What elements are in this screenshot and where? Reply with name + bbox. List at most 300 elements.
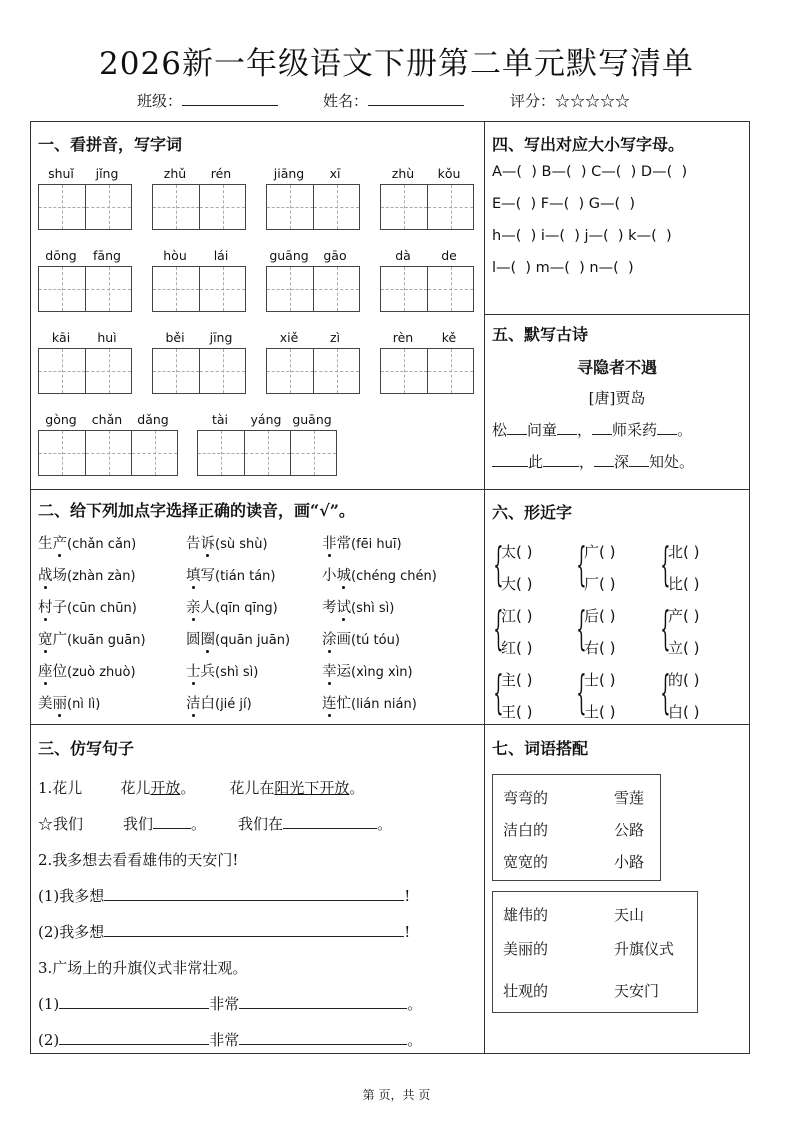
brace-glyph[interactable]: { xyxy=(493,537,504,591)
pronunciation-item[interactable] xyxy=(322,628,400,649)
word-group[interactable] xyxy=(38,166,132,230)
pinyin-label[interactable]: jiāng xyxy=(273,166,305,181)
match-left-word[interactable]: 美丽的 xyxy=(503,940,549,958)
writing-grid[interactable] xyxy=(152,184,246,230)
char[interactable]: 写 xyxy=(200,568,215,584)
char[interactable]: 白 xyxy=(668,703,684,721)
pinyin-options[interactable]: (sù shù) xyxy=(215,537,268,552)
char-pair[interactable] xyxy=(573,600,616,664)
pinyin-options[interactable]: (shì sì) xyxy=(215,665,259,680)
char[interactable]: 士 xyxy=(186,664,201,680)
char-pair[interactable] xyxy=(573,536,616,600)
paren-blank[interactable]: ( ) xyxy=(516,575,533,593)
paren-blank[interactable]: ( ) xyxy=(599,703,616,721)
word-group[interactable] xyxy=(266,330,360,394)
writing-cell[interactable] xyxy=(39,267,85,311)
name-blank[interactable] xyxy=(368,92,464,106)
pair-column[interactable] xyxy=(668,536,700,600)
pair-column[interactable] xyxy=(584,664,616,728)
char[interactable]: 厂 xyxy=(584,575,600,593)
pinyin-row[interactable] xyxy=(380,166,474,184)
char[interactable]: 宽 xyxy=(38,632,53,648)
paren-blank[interactable]: ( ) xyxy=(599,607,616,625)
char[interactable]: 立 xyxy=(668,639,684,657)
match-left-word[interactable]: 雄伟的 xyxy=(503,906,549,924)
char[interactable]: 洁 xyxy=(186,696,201,712)
writing-grid[interactable] xyxy=(38,266,132,312)
brace-glyph[interactable]: { xyxy=(660,537,671,591)
char-pair[interactable] xyxy=(657,536,700,600)
pinyin-label[interactable]: fāng xyxy=(93,248,121,263)
pinyin-options[interactable]: (kuān guān) xyxy=(67,633,146,648)
brace-glyph[interactable]: { xyxy=(493,601,504,655)
writing-grid[interactable] xyxy=(380,184,474,230)
char[interactable]: 小 xyxy=(322,568,337,584)
match-left-word[interactable]: 洁白的 xyxy=(503,821,549,839)
pinyin-label[interactable]: guāng xyxy=(292,412,332,427)
brace-glyph[interactable]: { xyxy=(576,601,587,655)
char[interactable]: 士 xyxy=(584,671,600,689)
char[interactable]: 产 xyxy=(52,536,67,552)
char[interactable]: 美 xyxy=(38,696,53,712)
writing-cell[interactable] xyxy=(153,267,199,311)
name-field[interactable] xyxy=(323,90,464,111)
pinyin-row[interactable] xyxy=(380,330,474,348)
char[interactable]: 广 xyxy=(52,632,67,648)
writing-cell[interactable] xyxy=(39,349,85,393)
pair-column[interactable] xyxy=(668,664,700,728)
pair-column[interactable] xyxy=(501,664,533,728)
char[interactable]: 幸 xyxy=(322,664,337,680)
pinyin-options[interactable]: (cūn chūn) xyxy=(67,601,137,616)
word-group[interactable] xyxy=(380,166,474,230)
char[interactable]: 涂 xyxy=(322,632,337,648)
writing-cell[interactable] xyxy=(85,185,131,229)
char[interactable]: 主 xyxy=(501,671,517,689)
char[interactable]: 兵 xyxy=(200,664,215,680)
char[interactable]: 人 xyxy=(200,600,215,616)
pair-column[interactable] xyxy=(501,536,533,600)
word-group[interactable] xyxy=(197,412,337,476)
pair-column[interactable] xyxy=(584,600,616,664)
char[interactable]: 的 xyxy=(668,671,684,689)
pinyin-label[interactable]: jǐng xyxy=(95,166,119,181)
word-group[interactable] xyxy=(266,166,360,230)
word-group[interactable] xyxy=(380,248,474,312)
writing-cell[interactable] xyxy=(85,267,131,311)
writing-grid[interactable] xyxy=(266,266,360,312)
pinyin-label[interactable]: rén xyxy=(210,166,232,181)
pronunciation-item[interactable] xyxy=(186,692,252,713)
pair-line[interactable] xyxy=(668,568,700,600)
writing-cell[interactable] xyxy=(381,349,427,393)
pinyin-options[interactable]: (chǎn cǎn) xyxy=(67,537,137,552)
pinyin-label[interactable]: zhǔ xyxy=(163,166,187,181)
pair-line[interactable] xyxy=(501,696,533,728)
p1-blank1[interactable] xyxy=(507,421,527,435)
char[interactable]: 生 xyxy=(38,536,53,552)
writing-grid[interactable] xyxy=(38,430,178,476)
match-left-word[interactable]: 弯弯的 xyxy=(503,789,549,807)
pinyin-row[interactable] xyxy=(152,166,246,184)
pair-line[interactable] xyxy=(668,536,700,568)
pinyin-label[interactable]: hòu xyxy=(163,248,187,263)
pinyin-row[interactable] xyxy=(380,248,474,266)
s8-blank2[interactable] xyxy=(239,1031,407,1045)
pinyin-options[interactable]: (jié jí) xyxy=(215,697,252,712)
pinyin-options[interactable]: (shì sì) xyxy=(351,601,395,616)
writing-grid[interactable] xyxy=(266,184,360,230)
writing-grid[interactable] xyxy=(380,348,474,394)
paren-blank[interactable]: ( ) xyxy=(516,703,533,721)
pinyin-options[interactable]: (tián tán) xyxy=(215,569,276,584)
pinyin-label[interactable]: yáng xyxy=(250,412,282,427)
score-label: 评分： xyxy=(510,92,556,110)
pinyin-row[interactable] xyxy=(266,248,360,266)
char[interactable]: 告 xyxy=(186,536,201,552)
brace-glyph[interactable]: { xyxy=(660,665,671,719)
paren-blank[interactable]: ( ) xyxy=(599,575,616,593)
pinyin-options[interactable]: (zuò zhuò) xyxy=(67,665,136,680)
s8-blank1[interactable] xyxy=(59,1031,209,1045)
writing-cell[interactable] xyxy=(267,267,313,311)
char-pair[interactable] xyxy=(490,664,533,728)
letter-row[interactable]: A—( ) B—( ) C—( ) D—( ) xyxy=(492,164,688,180)
word-group[interactable] xyxy=(266,248,360,312)
writing-cell[interactable] xyxy=(39,431,85,475)
brace-glyph[interactable]: { xyxy=(493,665,504,719)
pinyin-label[interactable]: dà xyxy=(395,248,411,263)
char[interactable]: 白 xyxy=(200,696,215,712)
char[interactable]: 连 xyxy=(322,696,337,712)
writing-cell[interactable] xyxy=(85,431,131,475)
pronunciation-item[interactable] xyxy=(38,532,136,553)
char[interactable]: 场 xyxy=(52,568,67,584)
pair-line[interactable] xyxy=(668,632,700,664)
p1-blank2[interactable] xyxy=(557,421,577,435)
writing-grid[interactable] xyxy=(152,348,246,394)
char[interactable]: 非 xyxy=(322,536,337,552)
writing-grid[interactable] xyxy=(38,348,132,394)
paren-blank[interactable]: ( ) xyxy=(516,543,533,561)
paren-blank[interactable]: ( ) xyxy=(599,543,616,561)
p2-blank3[interactable] xyxy=(594,453,614,467)
pair-line[interactable] xyxy=(584,632,616,664)
pronunciation-item[interactable] xyxy=(38,692,100,713)
pair-column[interactable] xyxy=(584,536,616,600)
paren-blank[interactable]: ( ) xyxy=(683,607,700,625)
char[interactable]: 产 xyxy=(668,607,684,625)
pinyin-label[interactable]: gāo xyxy=(323,248,347,263)
paren-blank[interactable]: ( ) xyxy=(516,639,533,657)
match-right-word[interactable]: 天山 xyxy=(614,906,645,924)
word-group[interactable] xyxy=(38,248,132,312)
pronunciation-item[interactable] xyxy=(322,596,394,617)
pronunciation-item[interactable] xyxy=(38,564,136,585)
writing-grid[interactable] xyxy=(197,430,337,476)
char[interactable]: 比 xyxy=(668,575,684,593)
pair-line[interactable] xyxy=(584,696,616,728)
char[interactable]: 广 xyxy=(584,543,600,561)
char[interactable]: 忙 xyxy=(336,696,351,712)
brace-glyph[interactable]: { xyxy=(660,601,671,655)
pinyin-label[interactable]: de xyxy=(441,248,457,263)
char[interactable]: 城 xyxy=(336,568,351,584)
pinyin-label[interactable]: guāng xyxy=(269,248,309,263)
pair-line[interactable] xyxy=(501,568,533,600)
char[interactable]: 试 xyxy=(336,600,351,616)
pinyin-label[interactable]: kǒu xyxy=(437,166,461,181)
pinyin-options[interactable]: (quān juān) xyxy=(215,633,291,648)
pronunciation-item[interactable] xyxy=(38,596,137,617)
s7-blank2[interactable] xyxy=(239,995,407,1009)
pronunciation-item[interactable] xyxy=(322,692,417,713)
writing-cell[interactable] xyxy=(381,185,427,229)
brace-glyph[interactable]: { xyxy=(576,665,587,719)
char[interactable]: 北 xyxy=(668,543,684,561)
pinyin-row[interactable] xyxy=(152,330,246,348)
char[interactable]: 圈 xyxy=(200,632,215,648)
char[interactable]: 后 xyxy=(584,607,600,625)
writing-cell[interactable] xyxy=(198,431,244,475)
pinyin-label[interactable]: zì xyxy=(329,330,341,345)
match-right-word[interactable]: 雪莲 xyxy=(614,789,645,807)
pronunciation-item[interactable] xyxy=(38,628,146,649)
char[interactable]: 位 xyxy=(52,664,67,680)
word-group[interactable] xyxy=(380,330,474,394)
writing-cell[interactable] xyxy=(85,349,131,393)
class-blank[interactable] xyxy=(182,92,278,106)
match-left-word[interactable]: 壮观的 xyxy=(503,982,549,1000)
writing-grid[interactable] xyxy=(380,266,474,312)
writing-cell[interactable] xyxy=(313,349,359,393)
pinyin-row[interactable] xyxy=(266,330,360,348)
char[interactable]: 运 xyxy=(336,664,351,680)
paren-blank[interactable]: ( ) xyxy=(599,671,616,689)
brace-glyph[interactable]: { xyxy=(576,537,587,591)
char[interactable]: 亲 xyxy=(186,600,201,616)
char[interactable]: 村 xyxy=(38,600,53,616)
char[interactable]: 圆 xyxy=(186,632,201,648)
paren-blank[interactable]: ( ) xyxy=(516,671,533,689)
writing-cell[interactable] xyxy=(244,431,290,475)
pair-line[interactable] xyxy=(501,536,533,568)
char[interactable]: 太 xyxy=(501,543,517,561)
letter-row[interactable]: l—( ) m—( ) n—( ) xyxy=(492,260,634,276)
writing-grid[interactable] xyxy=(152,266,246,312)
pair-column[interactable] xyxy=(501,600,533,664)
char[interactable]: 考 xyxy=(322,600,337,616)
s7-blank1[interactable] xyxy=(59,995,209,1009)
pronunciation-item[interactable] xyxy=(322,532,402,553)
pronunciation-item[interactable] xyxy=(186,532,268,553)
s4-blank[interactable] xyxy=(104,887,404,901)
pinyin-options[interactable]: (tú tóu) xyxy=(351,633,400,648)
pronunciation-item[interactable] xyxy=(38,660,136,681)
letter-row[interactable]: h—( ) i—( ) j—( ) k—( ) xyxy=(492,228,672,244)
pinyin-options[interactable]: (fēi huī) xyxy=(351,537,402,552)
s8-a: (2) xyxy=(38,1031,60,1049)
letter-row[interactable]: E—( ) F—( ) G—( ) xyxy=(492,196,636,212)
char[interactable]: 大 xyxy=(501,575,517,593)
class-field[interactable] xyxy=(137,90,278,111)
pronunciation-item[interactable] xyxy=(186,628,290,649)
char[interactable]: 丽 xyxy=(52,696,67,712)
pinyin-options[interactable]: (nì lì) xyxy=(67,697,101,712)
writing-cell[interactable] xyxy=(427,349,473,393)
match-left-word[interactable]: 宽宽的 xyxy=(503,853,549,871)
char[interactable]: 常 xyxy=(336,536,351,552)
pinyin-row[interactable] xyxy=(38,166,132,184)
p2-a: 此 xyxy=(528,453,544,471)
pair-line[interactable] xyxy=(668,696,700,728)
writing-cell[interactable] xyxy=(427,185,473,229)
pinyin-row[interactable] xyxy=(266,166,360,184)
p2-blank1[interactable] xyxy=(492,453,528,467)
pronunciation-item[interactable] xyxy=(322,564,437,585)
pair-column[interactable] xyxy=(668,600,700,664)
pinyin-options[interactable]: (qīn qīng) xyxy=(215,601,278,616)
pinyin-label[interactable]: jīng xyxy=(209,330,233,345)
page-title: 2026新一年级语文下册第二单元默写清单 xyxy=(99,46,694,82)
s2-blank1[interactable] xyxy=(153,815,191,829)
pinyin-label[interactable]: huì xyxy=(97,330,117,345)
writing-cell[interactable] xyxy=(39,185,85,229)
pronunciation-item[interactable] xyxy=(186,596,278,617)
pronunciation-item[interactable] xyxy=(322,660,413,681)
s5-blank[interactable] xyxy=(104,923,404,937)
char-pair[interactable] xyxy=(490,600,533,664)
char[interactable]: 右 xyxy=(584,639,600,657)
match-right-word[interactable]: 小路 xyxy=(614,853,645,871)
page-footer: 第 页，共 页 xyxy=(362,1088,431,1102)
paren-blank[interactable]: ( ) xyxy=(683,639,700,657)
pair-line[interactable] xyxy=(501,632,533,664)
writing-cell[interactable] xyxy=(199,267,245,311)
word-group[interactable] xyxy=(152,330,246,394)
pronunciation-item[interactable] xyxy=(186,660,258,681)
pinyin-options[interactable]: (lián nián) xyxy=(351,697,417,712)
char-pair[interactable] xyxy=(657,664,700,728)
pinyin-label[interactable]: dǎng xyxy=(137,412,169,427)
p2-blank4[interactable] xyxy=(629,453,649,467)
char-pair[interactable] xyxy=(573,664,616,728)
pinyin-label[interactable]: xiě xyxy=(279,330,299,345)
char[interactable]: 座 xyxy=(38,664,53,680)
char[interactable]: 子 xyxy=(52,600,67,616)
match-right-word[interactable]: 升旗仪式 xyxy=(614,940,675,958)
match-right-word[interactable]: 天安门 xyxy=(614,982,660,1000)
pair-line[interactable] xyxy=(584,664,616,696)
pinyin-label[interactable]: dōng xyxy=(45,248,77,263)
writing-cell[interactable] xyxy=(381,267,427,311)
paren-blank[interactable]: ( ) xyxy=(683,671,700,689)
s2-c: 。 xyxy=(191,815,207,833)
pair-line[interactable] xyxy=(668,664,700,696)
pinyin-row[interactable] xyxy=(38,412,178,430)
pinyin-label[interactable]: kāi xyxy=(51,330,71,345)
p1-blank4[interactable] xyxy=(657,421,677,435)
writing-grid[interactable] xyxy=(266,348,360,394)
char[interactable]: 王 xyxy=(501,703,517,721)
pair-line[interactable] xyxy=(584,568,616,600)
word-group[interactable] xyxy=(38,330,132,394)
writing-cell[interactable] xyxy=(313,185,359,229)
match-right-word[interactable]: 公路 xyxy=(614,821,645,839)
writing-cell[interactable] xyxy=(153,185,199,229)
writing-grid[interactable] xyxy=(38,184,132,230)
paren-blank[interactable]: ( ) xyxy=(683,703,700,721)
char[interactable]: 填 xyxy=(186,568,201,584)
writing-cell[interactable] xyxy=(153,349,199,393)
char[interactable]: 战 xyxy=(38,568,53,584)
char-pair[interactable] xyxy=(657,600,700,664)
writing-cell[interactable] xyxy=(131,431,177,475)
char[interactable]: 江 xyxy=(501,607,517,625)
pair-line[interactable] xyxy=(501,600,533,632)
pair-line[interactable] xyxy=(501,664,533,696)
writing-cell[interactable] xyxy=(267,185,313,229)
pinyin-options[interactable]: (xìng xìn) xyxy=(351,665,413,680)
pinyin-label[interactable]: xī xyxy=(329,166,341,181)
score-stars[interactable]: ☆☆☆☆☆ xyxy=(555,92,631,110)
p1-blank3[interactable] xyxy=(592,421,612,435)
writing-cell[interactable] xyxy=(313,267,359,311)
pinyin-label[interactable]: shuǐ xyxy=(48,166,74,181)
pinyin-label[interactable]: chǎn xyxy=(91,412,123,427)
char[interactable]: 画 xyxy=(336,632,351,648)
pinyin-label[interactable]: kě xyxy=(441,330,457,345)
paren-blank[interactable]: ( ) xyxy=(599,639,616,657)
pair-line[interactable] xyxy=(584,536,616,568)
pinyin-label[interactable]: zhù xyxy=(391,166,415,181)
char[interactable]: 土 xyxy=(584,703,600,721)
char[interactable]: 红 xyxy=(501,639,517,657)
writing-cell[interactable] xyxy=(290,431,336,475)
pair-line[interactable] xyxy=(584,600,616,632)
pinyin-row[interactable] xyxy=(152,248,246,266)
pronunciation-item[interactable] xyxy=(186,564,276,585)
pair-line[interactable] xyxy=(668,600,700,632)
pinyin-label[interactable]: gòng xyxy=(45,412,77,427)
p2-blank2[interactable] xyxy=(543,453,579,467)
writing-cell[interactable] xyxy=(199,349,245,393)
pinyin-row[interactable] xyxy=(38,330,132,348)
pinyin-label[interactable]: tài xyxy=(211,412,229,427)
paren-blank[interactable]: ( ) xyxy=(683,543,700,561)
word-group[interactable] xyxy=(152,166,246,230)
paren-blank[interactable]: ( ) xyxy=(683,575,700,593)
pinyin-row[interactable] xyxy=(197,412,337,430)
char-pair[interactable] xyxy=(490,536,533,600)
pinyin-options[interactable]: (zhàn zàn) xyxy=(67,569,136,584)
writing-cell[interactable] xyxy=(267,349,313,393)
pinyin-row[interactable] xyxy=(38,248,132,266)
word-group[interactable] xyxy=(152,248,246,312)
divider-right-2 xyxy=(484,489,750,490)
pinyin-label[interactable]: rèn xyxy=(392,330,414,345)
pinyin-options[interactable]: (chéng chén) xyxy=(351,569,437,584)
s2-b: 我们 xyxy=(123,815,154,833)
char[interactable]: 诉 xyxy=(200,536,215,552)
pinyin-label[interactable]: lái xyxy=(213,248,229,263)
word-group[interactable] xyxy=(38,412,178,476)
s2-blank2[interactable] xyxy=(283,815,377,829)
pinyin-label[interactable]: běi xyxy=(165,330,185,345)
writing-cell[interactable] xyxy=(199,185,245,229)
paren-blank[interactable]: ( ) xyxy=(516,607,533,625)
writing-cell[interactable] xyxy=(427,267,473,311)
